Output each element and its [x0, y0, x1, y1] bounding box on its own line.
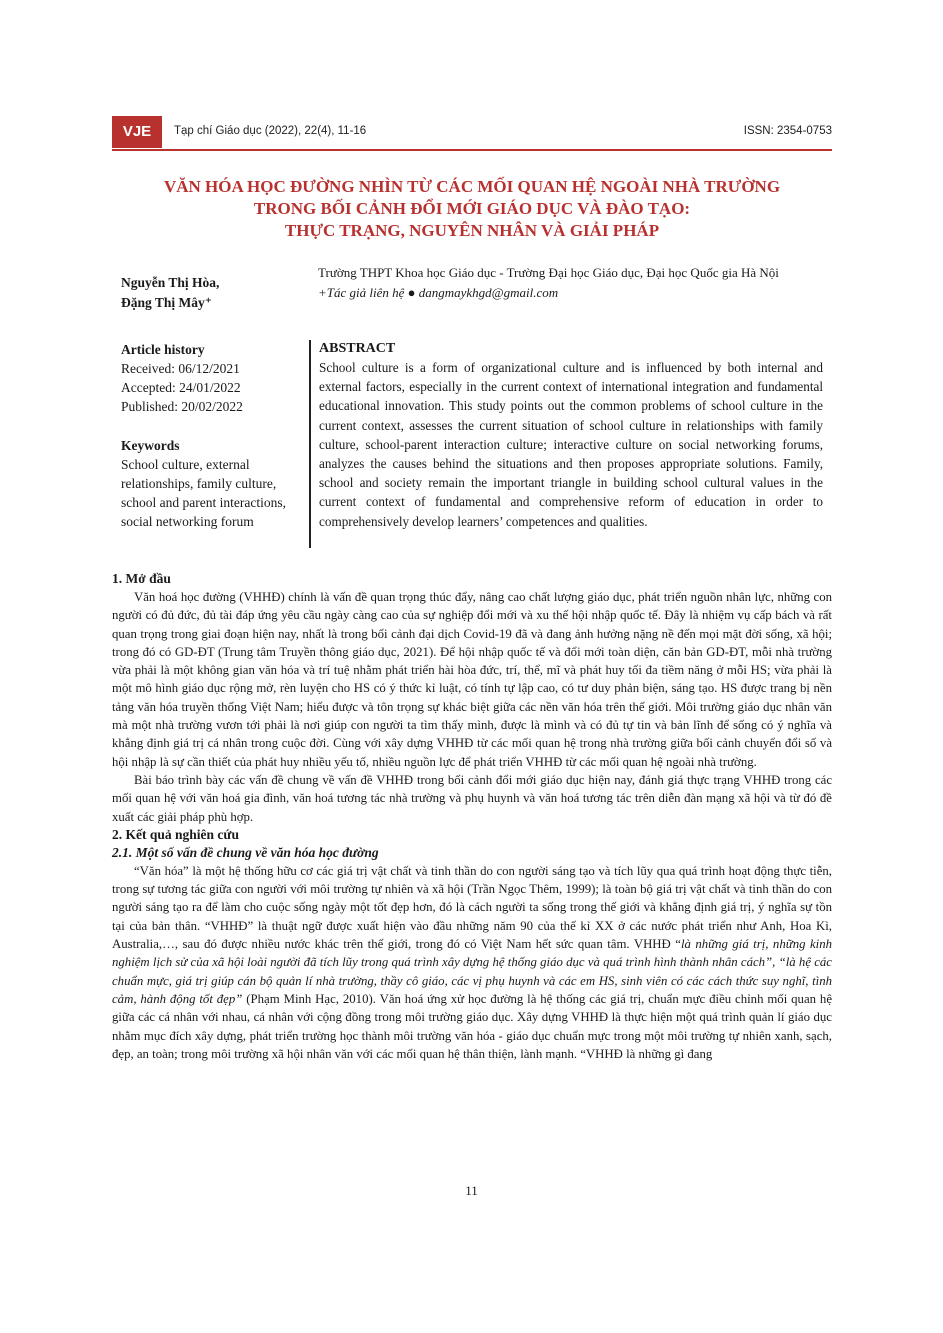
paragraph: Bài báo trình bày các vấn đề chung về vấn đề VHHĐ trong bối cảnh đổi mới giáo dục hiện nay, đánh giá thực trạng VHHĐ trong các mối quan hệ với văn hoá gia đình, văn hoá tương tác nhà trường và phụ huynh và văn hoá tương tác trên diễn đàn mạng xã hội và từ đó đề xuất các giải pháp phù hợp. — [112, 772, 832, 824]
page-number: 11 — [465, 1183, 478, 1198]
author-name: Nguyễn Thị Hòa, — [121, 275, 220, 290]
text-run: (Phạm Minh Hạc, 2010). Văn hoá ứng xử học đường là hệ thống các giá trị, chuẩn mực điều chỉnh mối quan hệ giữa các cá nhân với nhau, cá nhân với cộng đồng trong môi trường giáo dục. Xây dựng VHHĐ là thực hiện một quá trình quản lí giáo dục nhằm mục đích xây dựng, phát triển trường học thành môi trường văn hóa - giáo dục chuẩn mực trong một môi trường tự nhiên xanh, sạch, đẹp, an toàn; trong môi trường xã hội nhân văn với các mối quan hệ thân thiện, lành mạnh. “VHHĐ là những gì đang — [112, 991, 832, 1061]
affiliation-block — [318, 264, 823, 302]
published-date: Published: 20/02/2022 — [121, 399, 243, 414]
article-title — [112, 176, 832, 242]
keywords-text: School culture, external relationships, family culture, school and parent interactions, social networking forum — [121, 457, 286, 529]
author-name: Đặng Thị Mây⁺ — [121, 295, 212, 310]
paragraph: Văn hoá học đường (VHHĐ) chính là vấn đề quan trọng thúc đẩy, nâng cao chất lượng giáo dục, phát triển nguồn nhân lực, những con người có đủ đức, đủ tài đáp ứng yêu cầu ngày càng cao của sự nghiệp đổi mới và xu thế hội nhập quốc tế. Đây là nhiệm vụ cấp bách và rất quan trọng trong giai đoạn hiện nay, nhất là trong bối cảnh đại dịch Covid-19 đã và đang ảnh hưởng nặng nề đến mọi mặt đời sống, xã hội; trong đó có GD-ĐT (Trung tâm Truyền thông giáo dục, 2021). Để hội nhập quốc tế và đổi mới toàn diện, căn bản GD-ĐT, mỗi nhà trường vừa phải là một không gian văn hóa và trí tuệ nhằm phát triển hài hòa đức, trí, thể, mĩ và phát huy tối đa tiềm năng ở mỗi HS; vừa phải là một mô hình giáo dục rộng mở, rèn luyện cho HS có ý thức kỉ luật, có tính tự lập cao, có tư duy phản biện, sáng tạo. HS được trang bị nền tảng văn hóa truyền thống Việt Nam; hiểu được và tôn trọng sự khác biệt giữa các nền văn hóa trên thế giới. Môi trường giáo dục nhân văn mà một nhà trường vươn tới phải là nơi giúp con người ta tìm thấy mình, được là mình và có đủ tự tin và bản lĩnh để sống có ý nghĩa và khẳng định giá trị cá nhân trong cuộc đời. Cùng với xây dựng VHHĐ từ các mối quan hệ trong nhà trường giữa bối cảnh chuyển đổi số và hội nhập là sự cần thiết của phát huy nhiều yếu tố, nhiều nguồn lực để phát triển VHHĐ từ các mối quan hệ ngoài nhà trường. — [112, 590, 832, 769]
article-history — [121, 340, 301, 416]
title-line: VĂN HÓA HỌC ĐƯỜNG NHÌN TỪ CÁC MỐI QUAN HỆ NGOÀI NHÀ TRƯỜNG — [163, 177, 781, 196]
keywords — [121, 436, 301, 531]
received-date: Received: 06/12/2021 — [121, 361, 240, 376]
journal-citation: Tạp chí Giáo dục (2022), 22(4), 11-16 — [174, 125, 367, 137]
journal-logo: VJE — [112, 116, 162, 148]
authors — [121, 273, 219, 313]
paragraph — [112, 862, 832, 1063]
text-run: “Văn hóa” là một hệ thống hữu cơ các giá trị vật chất và tinh thần do con người sáng tạo và tích lũy qua quá trình hoạt động thực tiễn, trong sự tương tác giữa con người với môi trường tự nhiên và xã hội (Trần Ngọc Thêm, 1999); là toàn bộ giá trị vật chất và tinh thần do con người sáng tạo ra để làm cho cuộc sống ngày một tốt đẹp hơn, đó là cách người ta sống trong thế giới và khẳng định giá trị, ý nghĩa sự tồn tại của bản thân. “VHHĐ” là thuật ngữ được xuất hiện vào đầu những năm 90 của thế kỉ XX ở các nước phát triển như Anh, Hoa Kì, Australia,…, sau đó được nhiều nước khác trên thế giới, trong đó có Việt Nam hết sức quan tâm. VHHĐ “ — [112, 863, 832, 952]
abstract-heading: ABSTRACT — [319, 341, 396, 356]
abstract — [319, 340, 823, 531]
accepted-date: Accepted: 24/01/2022 — [121, 380, 241, 395]
title-line: TRONG BỐI CẢNH ĐỔI MỚI GIÁO DỤC VÀ ĐÀO TẠO: — [253, 199, 691, 218]
keywords-heading: Keywords — [121, 438, 180, 453]
title-line: THỰC TRẠNG, NGUYÊN NHÂN VÀ GIẢI PHÁP — [284, 221, 660, 240]
issn: ISSN: 2354-0753 — [743, 125, 832, 137]
corresponding-contact: +Tác giả liên hệ ● dangmaykhgd@gmail.com — [318, 285, 559, 300]
affiliation: Trường THPT Khoa học Giáo dục - Trường Đại học Giáo dục, Đại học Quốc gia Hà Nội — [318, 265, 779, 280]
section-heading: 2. Kết quả nghiên cứu — [112, 826, 239, 842]
article-body — [112, 570, 832, 1063]
section-heading: 1. Mở đầu — [112, 571, 171, 586]
quoted-definition: là những giá trị, những kinh nghiệm lịch sử của xã hội loài người đã tích lũy trong quá trình xây dựng hệ thống giáo dục và quá trình hình thành nhân cách”, “là hệ các chuẩn mực, giá trị giúp cán bộ quản lí nhà trường, thầy cô giáo, các vị phụ huynh và các em HS, sinh viên có các cách thức suy nghĩ, tình cảm, hành động tốt đẹp” — [112, 937, 832, 1006]
history-heading: Article history — [121, 342, 205, 357]
subsection-heading: 2.1. Một số vấn đề chung về văn hóa học đường — [112, 844, 379, 860]
header-divider — [112, 149, 832, 151]
abstract-text: School culture is a form of organizational culture and is influenced by both internal and external factors, especially in the current context of international integration and fundamental educational innovation. This study points out the common problems of school culture in the current context, assesses the current situation of school culture in relationships with family culture, school-parent interaction culture; interactive culture on social networking forums, analyzes the causes behind the situations and then proposes appropriate solutions. Family, school and society remain the important triangle in building school cultural values in the current context of fundamental and comprehensive reform of education in order to comprehensively develop learners’ competences and qualities. — [319, 360, 823, 529]
journal-header — [112, 116, 832, 150]
abstract-rule — [309, 340, 311, 548]
